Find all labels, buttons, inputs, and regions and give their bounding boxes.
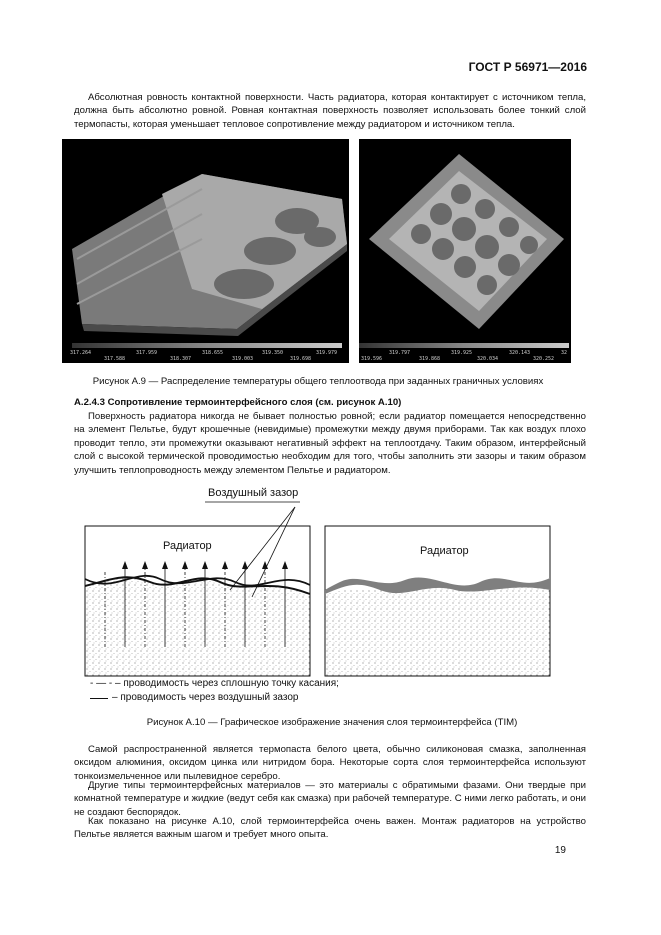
thermal-image-left	[62, 139, 349, 363]
paragraph-mounting	[74, 815, 586, 842]
paragraph-text: Поверхность радиатора никогда не бывает полностью ровной; если радиатор помещается непосредственно на элемент Пельтье, будут крошечные (невидимые) промежутки между двумя приборами. Так как воздух плохо проводит тепло, эти промежутки оказывают негативный эффект на теплоотдачу. Таким образом, интерфейсный слой с высокой термической проводимостью необходим для того, чтобы заполнить эти зазоры и таким образом улучшить теплопроводность между элементом Пельтье и радиатором.	[74, 411, 586, 476]
tim-diagram	[80, 482, 560, 697]
color-scale-bar	[72, 343, 342, 348]
figure-a10-caption: Рисунок А.10 — Графическое изображение значения слоя термоинтерфейса (TIM)	[146, 717, 518, 728]
paragraph-text: Другие типы термоинтерфейсных материалов — это материалы с обратимыми фазами. Они твердые при комнатной температуре и жидкие (ведут себя как смазка) при рабочей температуре. С ними легко работать, и они не создают беспорядок.	[74, 780, 586, 818]
scale-label: 319.797	[389, 350, 411, 356]
legend-dashed-text: – проводимость через сплошную точку касания;	[115, 678, 339, 689]
heatsink-thermal-plot-right	[359, 139, 571, 363]
scale-label: 319.868	[419, 356, 441, 362]
scale-label: 319.925	[451, 350, 473, 356]
paragraph-thermal-paste	[74, 743, 586, 783]
legend-solid	[90, 692, 298, 703]
scale-label: 32	[561, 350, 568, 356]
radiator-label-right: Радиатор	[420, 545, 469, 557]
paragraph-phase-change	[74, 779, 586, 819]
scale-label: 317.588	[104, 356, 126, 362]
air-gap-pointer-2	[252, 507, 295, 597]
paragraph-flatness	[74, 91, 586, 131]
scale-label: 318.307	[170, 356, 192, 362]
legend-solid-text: – проводимость через воздушный зазор	[112, 692, 299, 703]
paragraph-text: Самой распространенной является термопаста белого цвета, обычно силиконовая смазка, заполненная оксидом алюминия, оксидом цинка или нитридом бора. Некоторые сорта слоя термоинтерфейса используют тонкоизмельченное или пылевидное серебро.	[74, 744, 586, 782]
legend-solid-line	[90, 698, 108, 699]
arrow-heads	[122, 561, 288, 569]
scale-label: 318.655	[202, 350, 224, 356]
scale-label: 319.350	[262, 350, 284, 356]
scale-label: 319.003	[232, 356, 254, 362]
scale-label: 320.252	[533, 356, 555, 362]
color-scale-right	[359, 341, 571, 363]
heatsink-thermal-plot-left	[62, 139, 349, 363]
scale-label: 320.034	[477, 356, 499, 362]
figure-a9-caption: Рисунок А.9 — Распределение температуры общего теплоотвода при заданных граничных условиях	[92, 376, 544, 387]
section-heading: А.2.4.3 Сопротивление термоинтерфейсного слоя (см. рисунок А.10)	[74, 397, 402, 408]
color-scale-bar	[359, 343, 569, 348]
radiator-label-left: Радиатор	[163, 540, 212, 552]
scale-label: 317.264	[70, 350, 92, 356]
thermal-image-right	[359, 139, 571, 363]
paragraph-text: Абсолютная ровность контактной поверхности. Часть радиатора, которая контактирует с источником тепла, должна быть абсолютно ровной. Ровная контактная поверхность позволяет использовать более тонкий слой термопасты, которая уменьшает тепловое сопротивление между радиатором и источником тепла.	[74, 92, 586, 130]
peltier-surface-left	[85, 577, 310, 676]
peltier-surface-right	[325, 582, 550, 676]
air-gap-label: Воздушный зазор	[208, 487, 299, 499]
scale-label: 319.698	[290, 356, 312, 362]
paragraph-text: Как показано на рисунке А.10, слой термоинтерфейса очень важен. Монтаж радиаторов на устройство Пельтье является важным шагом и требует много опыта.	[74, 816, 586, 841]
color-scale-left	[62, 341, 349, 363]
legend-dashed-symbol: - — -	[90, 678, 113, 689]
scale-label: 317.959	[136, 350, 158, 356]
document-header: ГОСТ Р 56971—2016	[468, 60, 587, 74]
page-number: 19	[554, 845, 566, 856]
paragraph-surface	[74, 410, 586, 477]
scale-label: 319.979	[316, 350, 338, 356]
legend-dashed	[90, 678, 339, 689]
scale-label: 320.143	[509, 350, 531, 356]
scale-label: 319.596	[361, 356, 383, 362]
